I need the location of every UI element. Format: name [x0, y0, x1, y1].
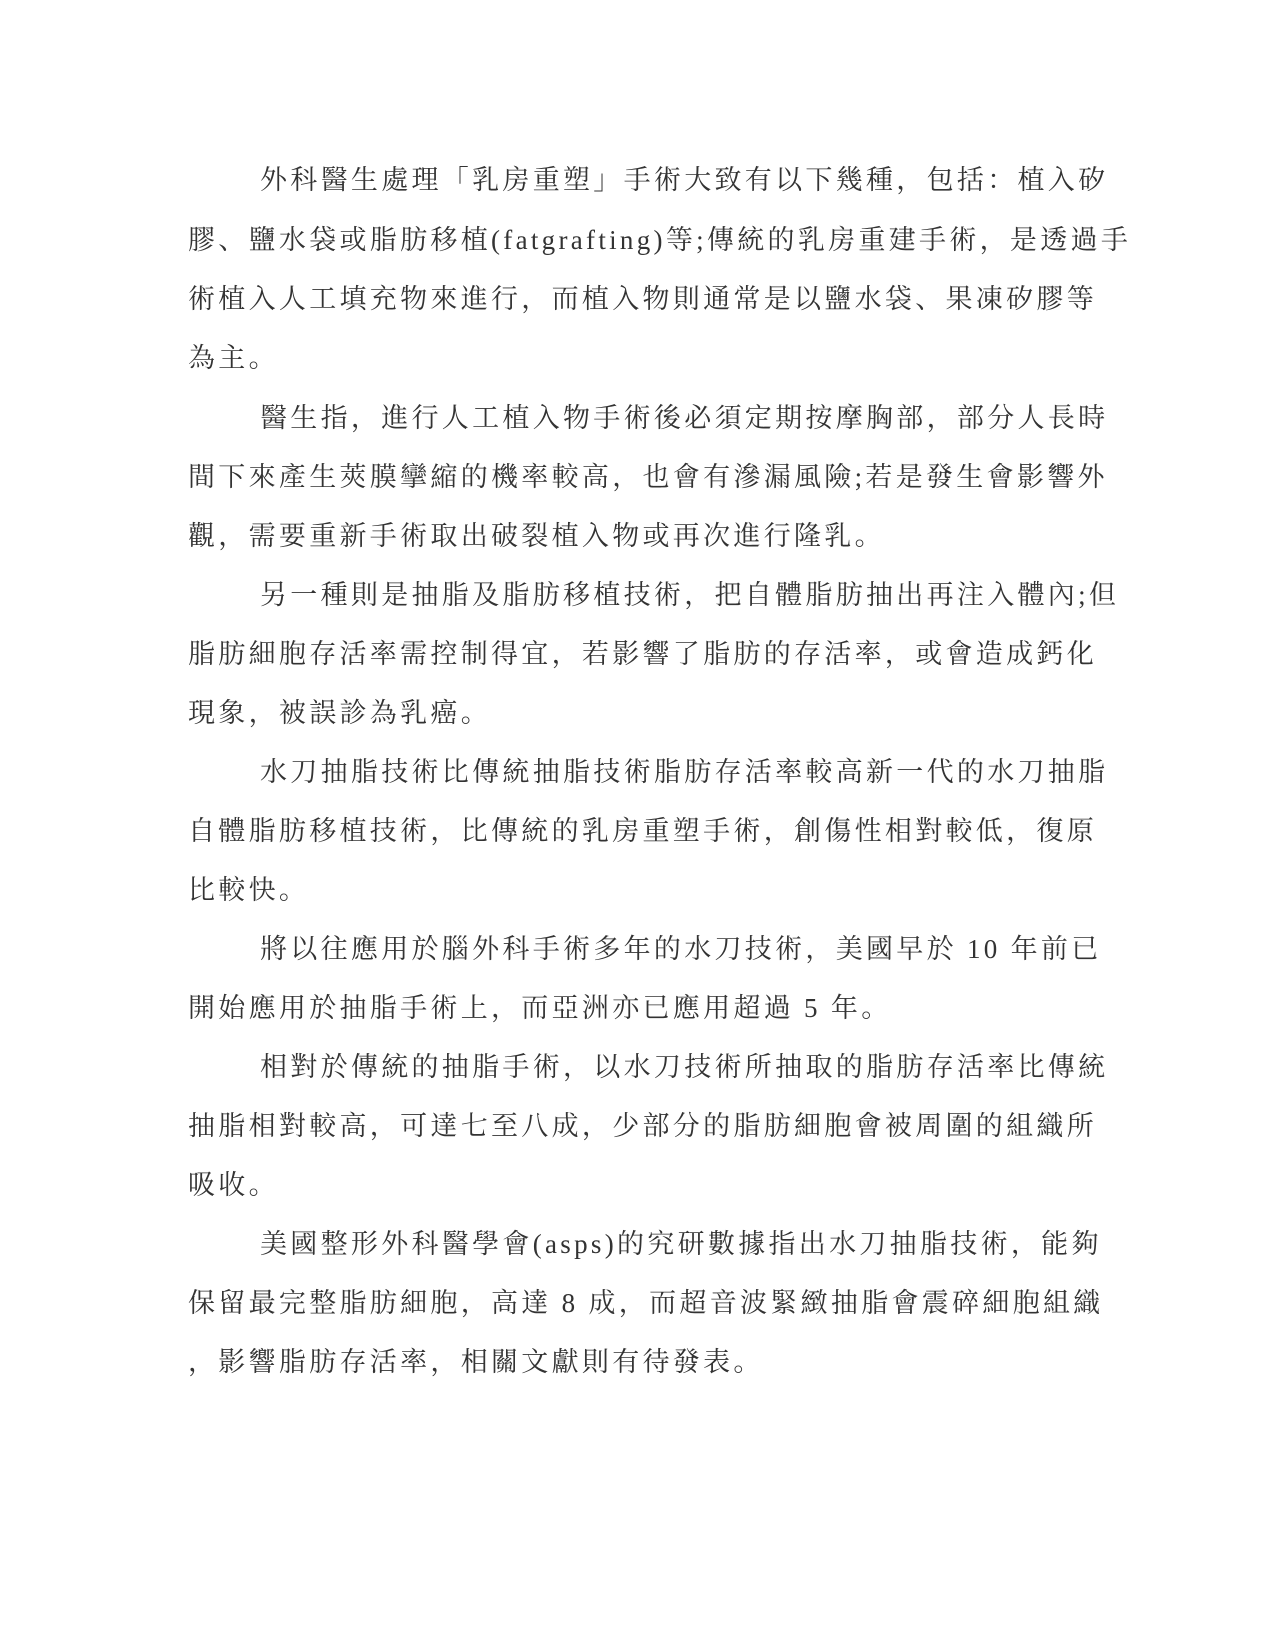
paragraph-4-line-3: 比較快。	[188, 875, 310, 905]
paragraph-1-line-4: 為主。	[188, 343, 279, 373]
paragraph-3-line-3: 現象，被誤診為乳癌。	[188, 698, 491, 728]
paragraph-4-line-2: 自體脂肪移植技術，比傳統的乳房重塑手術，創傷性相對較低，復原	[188, 816, 1097, 846]
paragraph-6-line-3: 吸收。	[188, 1170, 279, 1200]
paragraph-3-line-2: 脂肪細胞存活率需控制得宜，若影響了脂肪的存活率，或會造成鈣化	[188, 639, 1097, 669]
paragraph-5-line-1: 將以往應用於腦外科手術多年的水刀技術，美國早於 10 年前已	[260, 934, 1102, 964]
paragraph-6-line-1: 相對於傳統的抽脂手術，以水刀技術所抽取的脂肪存活率比傳統	[260, 1052, 1109, 1082]
paragraph-2-line-2: 間下來產生莢膜攣縮的機率較高，也會有滲漏風險;若是發生會影響外	[188, 462, 1108, 492]
paragraph-4-line-1: 水刀抽脂技術比傳統抽脂技術脂肪存活率較高新一代的水刀抽脂	[260, 757, 1109, 787]
paragraph-2-line-3: 觀，需要重新手術取出破裂植入物或再次進行隆乳。	[188, 521, 885, 551]
paragraph-6-line-2: 抽脂相對較高，可達七至八成，少部分的脂肪細胞會被周圍的組織所	[188, 1111, 1097, 1141]
paragraph-7-line-1: 美國整形外科醫學會(asps)的究研數據指出水刀抽脂技術，能夠	[260, 1229, 1102, 1259]
paragraph-5-line-2: 開始應用於抽脂手術上，而亞洲亦已應用超過 5 年。	[188, 993, 892, 1023]
paragraph-1-line-2: 膠、鹽水袋或脂肪移植(fatgrafting)等;傳統的乳房重建手術，是透過手	[188, 225, 1132, 255]
paragraph-7-line-3: ，影響脂肪存活率，相關文獻則有待發表。	[188, 1347, 764, 1377]
paragraph-1-line-3: 術植入人工填充物來進行，而植入物則通常是以鹽水袋、果凍矽膠等	[188, 284, 1097, 314]
paragraph-3-line-1: 另一種則是抽脂及脂肪移植技術，把自體脂肪抽出再注入體內;但	[260, 580, 1120, 610]
paragraph-1-line-1: 外科醫生處理「乳房重塑」手術大致有以下幾種，包括：植入矽	[260, 165, 1109, 195]
paragraph-7-line-2: 保留最完整脂肪細胞，高達 8 成，而超音波緊緻抽脂會震碎細胞組織	[188, 1288, 1104, 1318]
paragraph-2-line-1: 醫生指，進行人工植入物手術後必須定期按摩胸部，部分人長時	[260, 403, 1109, 433]
